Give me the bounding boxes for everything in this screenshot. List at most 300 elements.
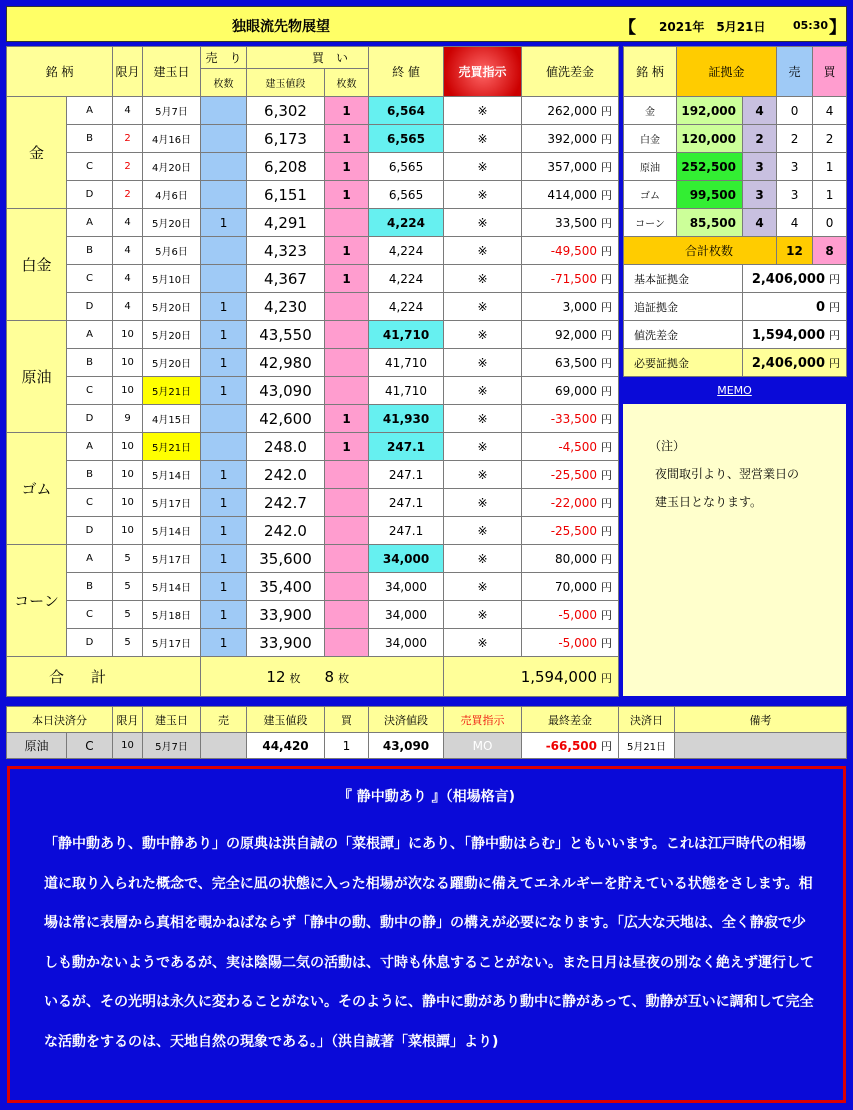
buy-count: 1 — [325, 405, 369, 433]
position-row — [7, 405, 619, 433]
entry-price: 35,400 — [247, 573, 325, 601]
contract-sub: A — [67, 209, 113, 237]
position-row — [7, 517, 619, 545]
close-price: 41,710 — [369, 349, 444, 377]
entry-date: 5月10日 — [143, 265, 201, 293]
contract-month: 4 — [113, 265, 143, 293]
entry-price: 42,980 — [247, 349, 325, 377]
instruction-mark: ※ — [444, 517, 522, 545]
proverb-box — [7, 766, 846, 1103]
entry-date: 5月14日 — [143, 461, 201, 489]
settle-date: 5月7日 — [143, 733, 201, 759]
settle-col-kessaibi: 決済日 — [619, 707, 675, 733]
entry-date: 5月20日 — [143, 321, 201, 349]
margin-name: ゴム — [624, 181, 677, 209]
proverb-body: 「静中動あり、動中静あり」の原典は洪自誠の「菜根譚」にあり、「静中動はらむ」ともいいます。これは江戸時代の相場道に取り入られた概念で、完全に凪の状態に入った相場が次なる躍動に備えてエネルギーを貯えている状態をさします。相場は常に表層から真相を覗かねばならず「静中の動、動中の静」の構えが必要になります。「広大な天地は、全く静寂で少しも動かないようであるが、実は陰陽二気の活動は、寸時も休息することがない。また日月は昼夜の別なく絶えず運行しているが、その光明は永久に変わることがない。そのように、静中に動があり動中に静があって、動静が互いに調和して完全な活動をするのは、天地自然の現象である。」（洪自誠著「菜根譚」より) — [44, 836, 814, 1050]
entry-price: 6,173 — [247, 125, 325, 153]
contract-sub: D — [67, 293, 113, 321]
contract-month: 5 — [113, 545, 143, 573]
entry-price: 43,550 — [247, 321, 325, 349]
mark-to-market: -71,500 円 — [522, 265, 619, 293]
contract-sub: A — [67, 545, 113, 573]
close-price: 34,000 — [369, 629, 444, 657]
instruction-mark: ※ — [444, 461, 522, 489]
position-row — [7, 601, 619, 629]
settle-sell — [201, 733, 247, 759]
contract-sub: A — [67, 321, 113, 349]
mark-to-market: -4,500 円 — [522, 433, 619, 461]
page-title: 独眼流先物展望 — [232, 19, 330, 35]
entry-date: 5月17日 — [143, 545, 201, 573]
close-price: 41,710 — [369, 377, 444, 405]
position-row — [7, 573, 619, 601]
position-row — [7, 461, 619, 489]
summary-label: 必要証拠金 — [624, 349, 743, 377]
settle-col-honjitsu: 本日決済分 — [7, 707, 113, 733]
close-price: 4,224 — [369, 265, 444, 293]
entry-date: 5月14日 — [143, 517, 201, 545]
entry-price: 33,900 — [247, 629, 325, 657]
entry-date: 5月21日 — [143, 433, 201, 461]
positions-table — [6, 46, 619, 697]
margin-amount: 120,000 — [677, 125, 743, 153]
close-price: 4,224 — [369, 209, 444, 237]
entry-date: 5月20日 — [143, 293, 201, 321]
position-row — [7, 545, 619, 573]
position-row — [7, 321, 619, 349]
settle-buy: 1 — [325, 733, 369, 759]
close-price: 34,000 — [369, 545, 444, 573]
summary-row — [624, 349, 847, 377]
summary-value: 2,406,000 円 — [743, 265, 847, 293]
entry-price: 242.7 — [247, 489, 325, 517]
sell-count: 1 — [201, 601, 247, 629]
settle-sub: C — [67, 733, 113, 759]
commodity-name: ゴム — [7, 433, 67, 545]
margin-lots: 4 — [743, 97, 777, 125]
side-col-shokokin: 証拠金 — [677, 47, 777, 97]
settle-col-kessai-nedan: 決済値段 — [369, 707, 444, 733]
memo-line-3: 建玉日となります。 — [655, 495, 763, 509]
buy-count: 1 — [325, 153, 369, 181]
settle-col-saishu-sakin: 最終差金 — [522, 707, 619, 733]
position-row — [7, 433, 619, 461]
entry-price: 4,230 — [247, 293, 325, 321]
mark-to-market: 69,000 円 — [522, 377, 619, 405]
contract-month: 2 — [113, 125, 143, 153]
total-diff: 1,594,000 円 — [444, 657, 619, 697]
settle-settle-price: 43,090 — [369, 733, 444, 759]
side-col-kai: 買 — [813, 47, 847, 97]
position-row — [7, 237, 619, 265]
sell-count — [201, 237, 247, 265]
sell-count — [201, 153, 247, 181]
entry-date: 4月16日 — [143, 125, 201, 153]
side-total-label: 合計枚数 — [624, 237, 777, 265]
contract-sub: C — [67, 489, 113, 517]
sell-count: 1 — [201, 293, 247, 321]
position-row — [7, 349, 619, 377]
total-label: 合 計 — [7, 657, 201, 697]
settle-col-gengetsu: 限月 — [113, 707, 143, 733]
instruction-mark: ※ — [444, 601, 522, 629]
margin-amount: 192,000 — [677, 97, 743, 125]
header-time: 05:30 — [793, 19, 829, 32]
entry-date: 4月6日 — [143, 181, 201, 209]
instruction-mark: ※ — [444, 265, 522, 293]
buy-count: 1 — [325, 97, 369, 125]
contract-sub: B — [67, 461, 113, 489]
position-row — [7, 97, 619, 125]
entry-price: 4,367 — [247, 265, 325, 293]
sell-count: 1 — [201, 517, 247, 545]
entry-price: 4,323 — [247, 237, 325, 265]
summary-value: 0 円 — [743, 293, 847, 321]
summary-label: 追証拠金 — [624, 293, 743, 321]
close-price: 247.1 — [369, 433, 444, 461]
contract-sub: B — [67, 237, 113, 265]
buy-count — [325, 377, 369, 405]
contract-month: 9 — [113, 405, 143, 433]
contract-sub: D — [67, 629, 113, 657]
margin-buy: 4 — [813, 97, 847, 125]
margin-name: 白金 — [624, 125, 677, 153]
margin-name: コーン — [624, 209, 677, 237]
margin-amount: 85,500 — [677, 209, 743, 237]
side-total-sell: 12 — [777, 237, 813, 265]
close-price: 41,930 — [369, 405, 444, 433]
close-price: 247.1 — [369, 461, 444, 489]
settle-col-biko: 備考 — [675, 707, 847, 733]
buy-count — [325, 321, 369, 349]
summary-row — [624, 265, 847, 293]
mark-to-market: 70,000 円 — [522, 573, 619, 601]
settle-row — [7, 733, 847, 759]
sell-count — [201, 97, 247, 125]
close-price: 247.1 — [369, 489, 444, 517]
side-col-uri: 売 — [777, 47, 813, 97]
total-sell: 12 枚 — [201, 657, 325, 697]
settle-col-uri: 売 — [201, 707, 247, 733]
mark-to-market: 80,000 円 — [522, 545, 619, 573]
summary-label: 基本証拠金 — [624, 265, 743, 293]
sell-count: 1 — [201, 461, 247, 489]
position-row — [7, 293, 619, 321]
memo-line-1: （注） — [649, 439, 686, 453]
margin-lots: 4 — [743, 209, 777, 237]
settle-note — [675, 733, 847, 759]
position-row — [7, 265, 619, 293]
col-neaarai-sakin: 値洗差金 — [522, 47, 619, 97]
mark-to-market: -22,000 円 — [522, 489, 619, 517]
contract-sub: A — [67, 97, 113, 125]
entry-date: 5月6日 — [143, 237, 201, 265]
buy-count — [325, 573, 369, 601]
close-price: 4,224 — [369, 237, 444, 265]
entry-date: 4月15日 — [143, 405, 201, 433]
settle-name: 原油 — [7, 733, 67, 759]
mark-to-market: -5,000 円 — [522, 601, 619, 629]
buy-count — [325, 517, 369, 545]
margin-amount: 99,500 — [677, 181, 743, 209]
entry-price: 42,600 — [247, 405, 325, 433]
buy-count — [325, 489, 369, 517]
position-row — [7, 181, 619, 209]
proverb-title: 『 静中動あり 』（相場格言) — [337, 789, 516, 805]
commodity-name: 白金 — [7, 209, 67, 321]
mark-to-market: 92,000 円 — [522, 321, 619, 349]
sell-count: 1 — [201, 573, 247, 601]
close-price: 247.1 — [369, 517, 444, 545]
summary-value: 1,594,000 円 — [743, 321, 847, 349]
position-row — [7, 629, 619, 657]
instruction-mark: ※ — [444, 125, 522, 153]
close-price: 34,000 — [369, 601, 444, 629]
contract-month: 5 — [113, 629, 143, 657]
settle-col-kai: 買 — [325, 707, 369, 733]
margin-lots: 3 — [743, 153, 777, 181]
col-baibai-shiji: 売買指示 — [444, 47, 522, 97]
contract-sub: C — [67, 601, 113, 629]
sell-count: 1 — [201, 209, 247, 237]
margin-row — [624, 125, 847, 153]
commodity-name: コーン — [7, 545, 67, 657]
mark-to-market: -5,000 円 — [522, 629, 619, 657]
mark-to-market: 3,000 円 — [522, 293, 619, 321]
entry-date: 5月18日 — [143, 601, 201, 629]
mark-to-market: -33,500 円 — [522, 405, 619, 433]
entry-price: 6,302 — [247, 97, 325, 125]
summary-row — [624, 293, 847, 321]
instruction-mark: ※ — [444, 433, 522, 461]
buy-count — [325, 461, 369, 489]
instruction-mark: ※ — [444, 181, 522, 209]
margin-row — [624, 97, 847, 125]
buy-count — [325, 209, 369, 237]
settle-col-tategyokubi: 建玉日 — [143, 707, 201, 733]
instruction-mark: ※ — [444, 349, 522, 377]
instruction-mark: ※ — [444, 489, 522, 517]
contract-month: 4 — [113, 97, 143, 125]
contract-sub: D — [67, 181, 113, 209]
close-price: 34,000 — [369, 573, 444, 601]
margin-row — [624, 209, 847, 237]
instruction-mark: ※ — [444, 293, 522, 321]
contract-month: 4 — [113, 237, 143, 265]
sell-count: 1 — [201, 545, 247, 573]
mark-to-market: 63,500 円 — [522, 349, 619, 377]
buy-count — [325, 629, 369, 657]
settle-price: 44,420 — [247, 733, 325, 759]
contract-sub: D — [67, 517, 113, 545]
margin-buy: 0 — [813, 209, 847, 237]
contract-sub: A — [67, 433, 113, 461]
bracket-left: 【 — [619, 18, 636, 38]
instruction-mark: ※ — [444, 629, 522, 657]
summary-row — [624, 321, 847, 349]
contract-month: 2 — [113, 181, 143, 209]
entry-price: 6,151 — [247, 181, 325, 209]
col-tategyokubi: 建玉日 — [143, 47, 201, 97]
sell-count — [201, 181, 247, 209]
close-price: 6,565 — [369, 153, 444, 181]
summary-value: 2,406,000 円 — [743, 349, 847, 377]
position-row — [7, 153, 619, 181]
col-owarine: 終 値 — [369, 47, 444, 97]
position-row — [7, 489, 619, 517]
entry-date: 5月21日 — [143, 377, 201, 405]
sell-count — [201, 265, 247, 293]
margin-row — [624, 181, 847, 209]
contract-sub: B — [67, 573, 113, 601]
close-price: 6,565 — [369, 181, 444, 209]
col-tategyoku-nedan: 建玉値段 — [247, 69, 325, 97]
buy-count: 1 — [325, 181, 369, 209]
mark-to-market: 357,000 円 — [522, 153, 619, 181]
contract-sub: C — [67, 153, 113, 181]
mark-to-market: -49,500 円 — [522, 237, 619, 265]
instruction-mark: ※ — [444, 153, 522, 181]
margin-buy: 2 — [813, 125, 847, 153]
close-price: 6,564 — [369, 97, 444, 125]
buy-count — [325, 293, 369, 321]
margin-row — [624, 153, 847, 181]
commodity-name: 金 — [7, 97, 67, 209]
col-maisu-kai: 枚数 — [325, 69, 369, 97]
margin-sell: 4 — [777, 209, 813, 237]
contract-month: 10 — [113, 489, 143, 517]
buy-count: 1 — [325, 125, 369, 153]
margin-sell: 2 — [777, 125, 813, 153]
col-meigara: 銘 柄 — [7, 47, 113, 97]
entry-price: 33,900 — [247, 601, 325, 629]
entry-price: 4,291 — [247, 209, 325, 237]
margin-buy: 1 — [813, 153, 847, 181]
contract-month: 10 — [113, 433, 143, 461]
summary-label: 値洗差金 — [624, 321, 743, 349]
contract-sub: D — [67, 405, 113, 433]
position-row — [7, 125, 619, 153]
entry-price: 6,208 — [247, 153, 325, 181]
margin-buy: 1 — [813, 181, 847, 209]
entry-price: 35,600 — [247, 545, 325, 573]
buy-count — [325, 349, 369, 377]
entry-price: 43,090 — [247, 377, 325, 405]
close-price: 4,224 — [369, 293, 444, 321]
instruction-mark: ※ — [444, 237, 522, 265]
entry-price: 242.0 — [247, 461, 325, 489]
instruction-mark: ※ — [444, 321, 522, 349]
contract-month: 5 — [113, 601, 143, 629]
entry-date: 5月20日 — [143, 349, 201, 377]
header-date: 2021年 5月21日 — [659, 20, 766, 34]
memo-line-2: 夜間取引より、翌営業日の — [655, 467, 800, 481]
settle-settle-date: 5月21日 — [619, 733, 675, 759]
col-kai: 買 い — [247, 47, 369, 69]
settle-month: 10 — [113, 733, 143, 759]
col-gengetsu: 限月 — [113, 47, 143, 97]
sell-count — [201, 125, 247, 153]
contract-month: 10 — [113, 377, 143, 405]
contract-month: 2 — [113, 153, 143, 181]
margin-name: 金 — [624, 97, 677, 125]
title-bar — [6, 6, 847, 42]
margin-lots: 2 — [743, 125, 777, 153]
position-row — [7, 377, 619, 405]
contract-month: 4 — [113, 209, 143, 237]
sell-count: 1 — [201, 377, 247, 405]
contract-sub: C — [67, 265, 113, 293]
instruction-mark: ※ — [444, 97, 522, 125]
contract-month: 10 — [113, 461, 143, 489]
sell-count — [201, 405, 247, 433]
entry-date: 5月7日 — [143, 97, 201, 125]
margin-sell: 3 — [777, 181, 813, 209]
settle-col-baibai-shiji: 売買指示 — [444, 707, 522, 733]
entry-date: 5月17日 — [143, 489, 201, 517]
margin-lots: 3 — [743, 181, 777, 209]
mark-to-market: 262,000 円 — [522, 97, 619, 125]
margin-name: 原油 — [624, 153, 677, 181]
side-total-buy: 8 — [813, 237, 847, 265]
buy-count: 1 — [325, 237, 369, 265]
margin-amount: 252,500 — [677, 153, 743, 181]
buy-count — [325, 601, 369, 629]
margin-sell: 0 — [777, 97, 813, 125]
instruction-mark: ※ — [444, 573, 522, 601]
contract-month: 5 — [113, 573, 143, 601]
entry-date: 4月20日 — [143, 153, 201, 181]
settle-instruction: MO — [444, 733, 522, 759]
position-row — [7, 209, 619, 237]
bracket-right: 】 — [829, 18, 846, 38]
sell-count: 1 — [201, 321, 247, 349]
mark-to-market: -25,500 円 — [522, 461, 619, 489]
buy-count: 1 — [325, 265, 369, 293]
entry-date: 5月17日 — [143, 629, 201, 657]
sell-count: 1 — [201, 349, 247, 377]
margin-table — [623, 46, 847, 377]
contract-month: 10 — [113, 517, 143, 545]
sell-count — [201, 433, 247, 461]
contract-sub: B — [67, 125, 113, 153]
contract-month: 4 — [113, 293, 143, 321]
mark-to-market: 392,000 円 — [522, 125, 619, 153]
entry-price: 242.0 — [247, 517, 325, 545]
close-price: 6,565 — [369, 125, 444, 153]
buy-count: 1 — [325, 433, 369, 461]
entry-date: 5月20日 — [143, 209, 201, 237]
settlement-table — [6, 706, 847, 759]
memo-box — [623, 404, 846, 696]
mark-to-market: -25,500 円 — [522, 517, 619, 545]
entry-date: 5月14日 — [143, 573, 201, 601]
instruction-mark: ※ — [444, 377, 522, 405]
memo-title[interactable]: MEMO — [623, 378, 846, 404]
settle-diff: -66,500 円 — [522, 733, 619, 759]
mark-to-market: 414,000 円 — [522, 181, 619, 209]
side-col-meigara: 銘 柄 — [624, 47, 677, 97]
instruction-mark: ※ — [444, 209, 522, 237]
buy-count — [325, 545, 369, 573]
instruction-mark: ※ — [444, 545, 522, 573]
mark-to-market: 33,500 円 — [522, 209, 619, 237]
contract-sub: C — [67, 377, 113, 405]
contract-month: 10 — [113, 349, 143, 377]
total-buy: 8 枚 — [325, 657, 444, 697]
col-uri: 売 り — [201, 47, 247, 69]
settle-col-tategyoku-nedan: 建玉値段 — [247, 707, 325, 733]
